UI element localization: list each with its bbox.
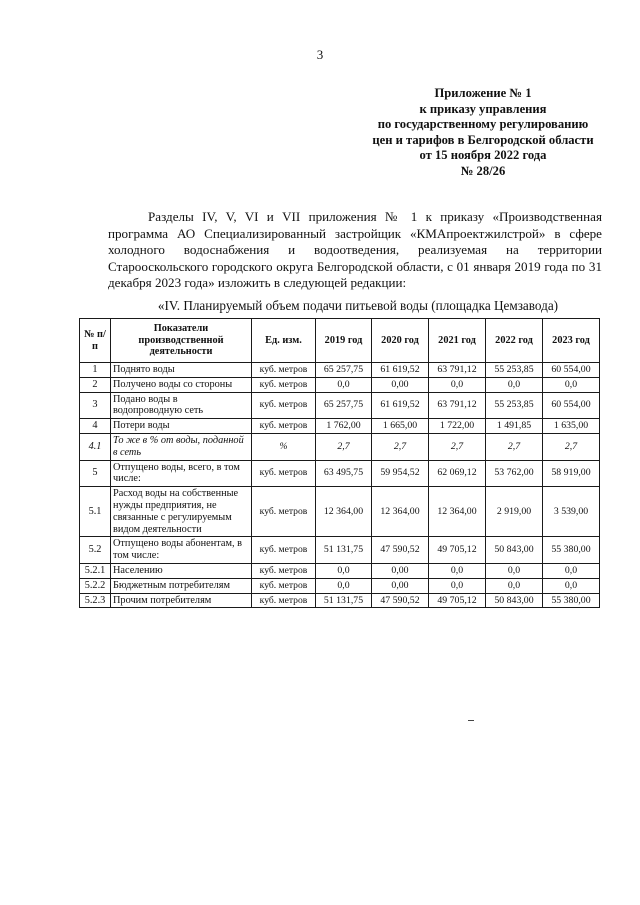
appendix-line: Приложение № 1 <box>434 86 532 100</box>
intro-text: Разделы IV, V, VI и VII приложения № 1 к приказу «Производственная программа АО Специализированный застройщик «КМАпроектжилстрой» в сфере холодного водоснабжения и водоотведения, реализуемая на территории Старооскольского городского округа Белгородской области, с 01 января 2019 года по 31 декабря 2023 года» изложить в следующей редакции: <box>108 209 602 291</box>
row-name: Потери воды <box>111 419 252 434</box>
row-name: Расход воды на собственные нужды предприятия, не связанные с регулируемым видом деятельности <box>111 487 252 537</box>
value-2020: 1 665,00 <box>372 419 429 434</box>
value-2020: 61 619,52 <box>372 363 429 378</box>
value-2019: 0,0 <box>316 563 372 578</box>
table-row <box>80 363 600 378</box>
value-2019: 65 257,75 <box>316 392 372 419</box>
value-2019: 2,7 <box>316 433 372 460</box>
row-name: Населению <box>111 563 252 578</box>
row-num: 4 <box>80 419 111 434</box>
table-row <box>80 487 600 537</box>
value-2023: 58 919,00 <box>543 460 600 487</box>
value-2022: 1 491,85 <box>486 419 543 434</box>
value-2023: 2,7 <box>543 433 600 460</box>
page-number: 3 <box>316 47 324 62</box>
appendix-line: № 28/26 <box>460 163 506 178</box>
value-2020: 12 364,00 <box>372 487 429 537</box>
value-2023: 60 554,00 <box>543 392 600 419</box>
row-num: 5.1 <box>80 487 111 537</box>
table-row <box>80 537 600 564</box>
header-2022: 2022 год <box>486 319 543 363</box>
appendix-line: цен и тарифов в Белгородской области <box>372 132 594 147</box>
value-2022: 55 253,85 <box>486 392 543 419</box>
header-2021: 2021 год <box>429 319 486 363</box>
appendix-line: к приказу управления <box>419 101 547 116</box>
table-header-row <box>80 319 600 363</box>
row-unit: % <box>252 433 316 460</box>
header-2019: 2019 год <box>316 319 372 363</box>
table-row <box>80 578 600 593</box>
row-unit: куб. метров <box>252 460 316 487</box>
row-unit: куб. метров <box>252 537 316 564</box>
value-2019: 51 131,75 <box>316 593 372 608</box>
value-2022: 50 843,00 <box>486 537 543 564</box>
value-2020: 61 619,52 <box>372 392 429 419</box>
value-2022: 0,0 <box>486 578 543 593</box>
value-2021: 0,0 <box>429 578 486 593</box>
value-2022: 0,0 <box>486 377 543 392</box>
value-2023: 0,0 <box>543 578 600 593</box>
row-unit: куб. метров <box>252 487 316 537</box>
value-2021: 0,0 <box>429 377 486 392</box>
water-supply-table <box>79 318 600 608</box>
row-unit: куб. метров <box>252 377 316 392</box>
row-name: Бюджетным потребителям <box>111 578 252 593</box>
value-2023: 55 380,00 <box>543 593 600 608</box>
section-title: «IV. Планируемый объем подачи питьевой воды (площадка Цемзавода) <box>157 298 559 313</box>
row-name: Поднято воды <box>111 363 252 378</box>
row-unit: куб. метров <box>252 578 316 593</box>
row-num: 5.2.3 <box>80 593 111 608</box>
table-row <box>80 460 600 487</box>
intro-paragraph <box>108 209 602 292</box>
row-unit: куб. метров <box>252 593 316 608</box>
value-2021: 63 791,12 <box>429 363 486 378</box>
value-2020: 0,00 <box>372 377 429 392</box>
value-2022: 53 762,00 <box>486 460 543 487</box>
row-name: Подано воды в водопроводную сеть <box>111 392 252 419</box>
value-2023: 1 635,00 <box>543 419 600 434</box>
value-2020: 59 954,52 <box>372 460 429 487</box>
row-num: 5.2.2 <box>80 578 111 593</box>
value-2019: 12 364,00 <box>316 487 372 537</box>
value-2021: 0,0 <box>429 563 486 578</box>
value-2019: 0,0 <box>316 377 372 392</box>
row-unit: куб. метров <box>252 419 316 434</box>
scan-mark <box>468 720 474 721</box>
table-row <box>80 593 600 608</box>
value-2021: 63 791,12 <box>429 392 486 419</box>
header-2023: 2023 год <box>543 319 600 363</box>
row-name: Получено воды со стороны <box>111 377 252 392</box>
value-2019: 1 762,00 <box>316 419 372 434</box>
value-2019: 51 131,75 <box>316 537 372 564</box>
value-2019: 65 257,75 <box>316 363 372 378</box>
value-2023: 3 539,00 <box>543 487 600 537</box>
value-2021: 49 705,12 <box>429 593 486 608</box>
row-name: Отпущено воды, всего, в том числе: <box>111 460 252 487</box>
value-2023: 60 554,00 <box>543 363 600 378</box>
appendix-line: по государственному регулированию <box>377 117 589 131</box>
row-unit: куб. метров <box>252 563 316 578</box>
value-2021: 2,7 <box>429 433 486 460</box>
header-unit: Ед. изм. <box>252 319 316 363</box>
row-num: 5.2.1 <box>80 563 111 578</box>
table-row <box>80 377 600 392</box>
row-num: 2 <box>80 377 111 392</box>
table-row <box>80 433 600 460</box>
value-2020: 0,00 <box>372 578 429 593</box>
value-2022: 2 919,00 <box>486 487 543 537</box>
row-num: 1 <box>80 363 111 378</box>
appendix-line: от 15 ноября 2022 года <box>419 148 547 162</box>
row-unit: куб. метров <box>252 392 316 419</box>
row-unit: куб. метров <box>252 363 316 378</box>
header-2020: 2020 год <box>372 319 429 363</box>
value-2019: 63 495,75 <box>316 460 372 487</box>
value-2022: 50 843,00 <box>486 593 543 608</box>
value-2023: 0,0 <box>543 563 600 578</box>
value-2022: 0,0 <box>486 563 543 578</box>
value-2022: 55 253,85 <box>486 363 543 378</box>
appendix-header <box>358 86 608 179</box>
value-2021: 1 722,00 <box>429 419 486 434</box>
row-num: 4.1 <box>80 433 111 460</box>
value-2023: 55 380,00 <box>543 537 600 564</box>
table-row <box>80 392 600 419</box>
value-2021: 12 364,00 <box>429 487 486 537</box>
value-2021: 62 069,12 <box>429 460 486 487</box>
row-name: Отпущено воды абонентам, в том числе: <box>111 537 252 564</box>
value-2023: 0,0 <box>543 377 600 392</box>
value-2020: 47 590,52 <box>372 593 429 608</box>
row-name: То же в % от воды, поданной в сеть <box>111 433 252 460</box>
row-num: 3 <box>80 392 111 419</box>
value-2020: 47 590,52 <box>372 537 429 564</box>
header-num: № п/п <box>80 319 111 363</box>
table-row <box>80 419 600 434</box>
value-2021: 49 705,12 <box>429 537 486 564</box>
row-num: 5 <box>80 460 111 487</box>
value-2022: 2,7 <box>486 433 543 460</box>
value-2019: 0,0 <box>316 578 372 593</box>
value-2020: 0,00 <box>372 563 429 578</box>
row-name: Прочим потребителям <box>111 593 252 608</box>
row-num: 5.2 <box>80 537 111 564</box>
value-2020: 2,7 <box>372 433 429 460</box>
header-indicator: Показатели производственной деятельности <box>111 319 252 363</box>
table-row <box>80 563 600 578</box>
